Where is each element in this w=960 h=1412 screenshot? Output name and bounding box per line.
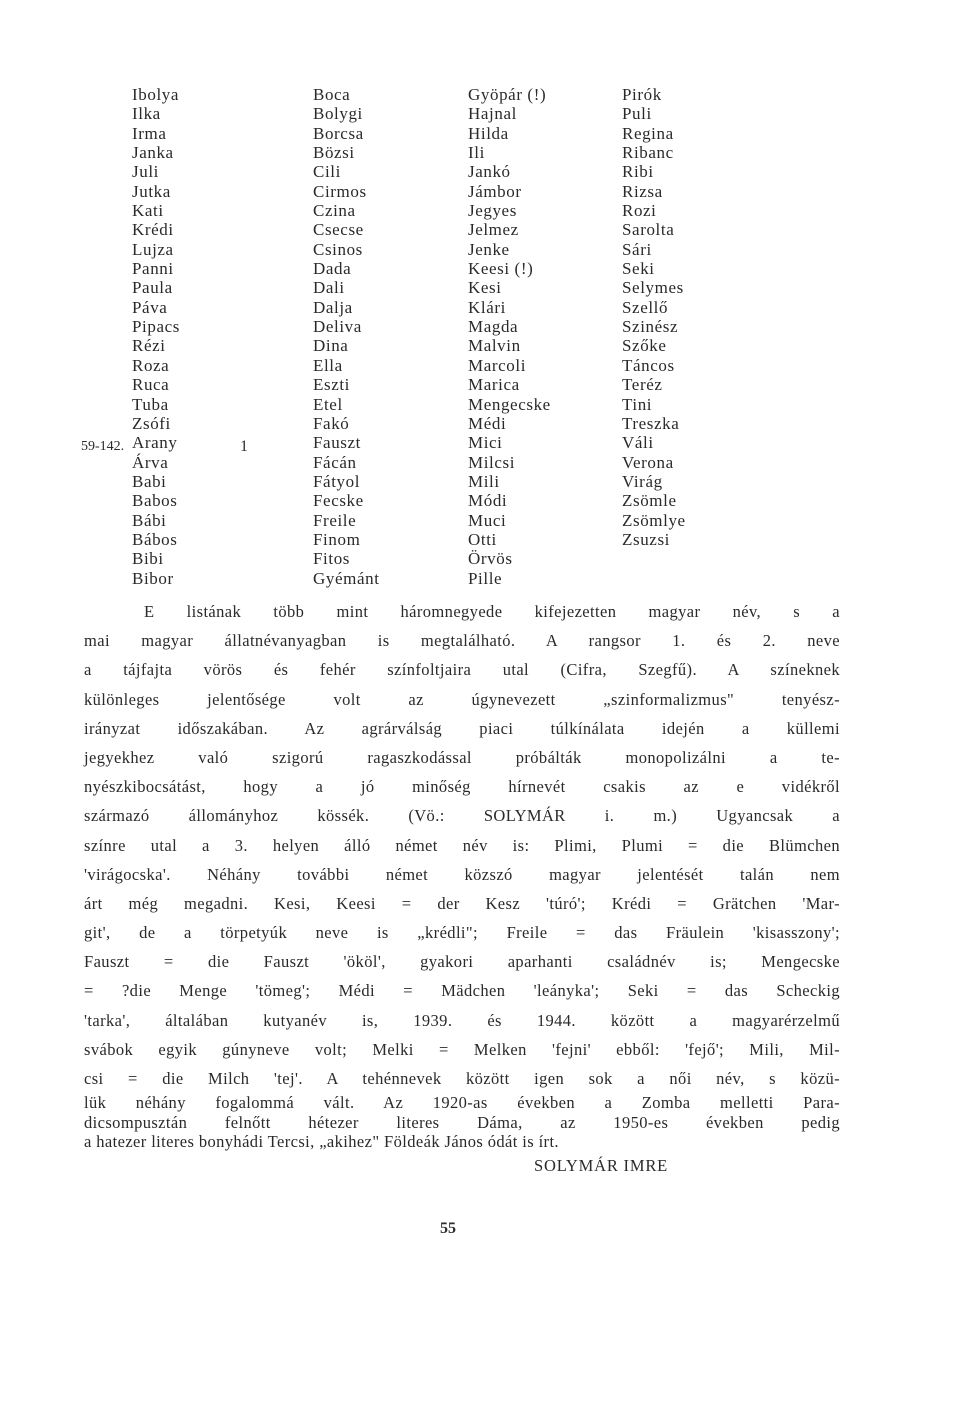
name-entry: Tuba — [132, 394, 169, 414]
name-entry: Deliva — [313, 317, 362, 337]
paragraph-line: színre utal a 3. helyen álló német név is: Plimi, Plumi = die Blümchen — [84, 835, 840, 855]
name-entry: Fakó — [313, 413, 350, 433]
name-entry: Virág — [622, 471, 663, 491]
paragraph-line: irányzat időszakában. Az agrárválság piaci túlkínálata idején a küllemi — [84, 718, 840, 738]
name-entry: Otti — [468, 529, 497, 549]
name-entry: Kesi — [468, 278, 502, 298]
name-entry: Ruca — [132, 375, 170, 395]
name-entry: Zsófi — [132, 413, 171, 433]
name-entry: Pipacs — [132, 317, 180, 337]
name-entry: Puli — [622, 104, 652, 124]
name-entry: Zsömle — [622, 491, 677, 511]
name-entry: Fecske — [313, 491, 364, 511]
name-entry: Árva — [132, 452, 169, 472]
name-entry: Arany — [132, 433, 178, 453]
name-entry: Babos — [132, 491, 178, 511]
name-entry: Jegyes — [468, 201, 517, 221]
name-entry: Zsömlye — [622, 510, 686, 530]
name-entry: Pirók — [622, 85, 662, 104]
name-entry: Gyémánt — [313, 568, 380, 588]
author-signature: SOLYMÁR IMRE — [534, 1156, 669, 1175]
name-entry: Rizsa — [622, 181, 663, 201]
name-entry: Ilka — [132, 104, 161, 124]
name-column-4 — [622, 85, 686, 549]
name-entry: Dina — [313, 336, 349, 356]
name-entry: Krédi — [132, 220, 174, 240]
name-entry: Cili — [313, 162, 341, 182]
name-entry: Fácán — [313, 452, 357, 472]
name-entry: Ibolya — [132, 85, 180, 104]
name-entry: Fauszt — [313, 433, 361, 453]
name-entry: Eszti — [313, 375, 350, 395]
paragraph-line: különleges jelentősége volt az úgynevezett „szinformalizmus" tenyész- — [84, 689, 840, 709]
name-entry: Bibor — [132, 568, 174, 588]
name-entry: Sári — [622, 239, 652, 259]
name-entry: Ribanc — [622, 143, 674, 163]
name-entry: Mili — [468, 471, 500, 491]
paragraph-line: = ?die Menge 'tömeg'; Médi = Mädchen 'leányka'; Seki = das Scheckig — [84, 981, 840, 1001]
name-entry: Regina — [622, 123, 674, 143]
name-entry: Janka — [132, 143, 174, 163]
name-entry: Szőke — [622, 336, 667, 356]
name-entry: Freile — [313, 510, 357, 530]
paragraph-line: mai magyar állatnévanyagban is megtalálható. A rangsor 1. és 2. neve — [84, 631, 840, 651]
page-number: 55 — [440, 1220, 456, 1237]
name-entry: Páva — [132, 297, 168, 317]
paragraph-line: jegyekhez való szigorú ragaszkodással próbálták monopolizálni a te- — [84, 747, 840, 767]
name-entry: Dada — [313, 259, 352, 279]
paragraph-line: árt még megadni. Kesi, Keesi = der Kesz 'túró'; Krédi = Grätchen 'Mar- — [84, 893, 840, 913]
name-column-2 — [313, 85, 380, 588]
name-entry: Fitos — [313, 549, 351, 569]
name-entry: Borcsa — [313, 123, 364, 143]
name-entry: Selymes — [622, 278, 684, 298]
name-entry: Seki — [622, 259, 655, 279]
name-entry: Verona — [622, 452, 674, 472]
name-entry: Finom — [313, 529, 361, 549]
name-entry: Táncos — [622, 355, 675, 375]
name-entry: Csecse — [313, 220, 364, 240]
name-entry: Malvin — [468, 336, 521, 356]
name-entry: Hajnal — [468, 104, 517, 124]
name-entry: Gyöpár (!) — [468, 85, 547, 104]
name-entry: Szinész — [622, 317, 679, 337]
paragraph-line: származó állományhoz kössék. (Vö.: SOLYMÁR i. m.) Ugyancsak a — [84, 806, 840, 826]
paragraph-line: E listának több mint háromnegyede kifejezetten magyar név, s a — [144, 602, 840, 621]
name-entry: Bolygi — [313, 104, 363, 124]
name-entry: Jankó — [468, 162, 511, 182]
paragraph-line: a tájfajta vörös és fehér színfoltjaira utal (Cifra, Szegfű). A színeknek — [84, 660, 840, 680]
name-entry: Treszka — [622, 413, 680, 433]
name-entry: Jutka — [132, 181, 171, 201]
name-entry: Muci — [468, 510, 507, 530]
paragraph-line: Fauszt = die Fauszt 'ököl', gyakori aparhanti családnév is; Mengecske — [84, 952, 840, 972]
name-entry: Roza — [132, 355, 170, 375]
name-entry: Csinos — [313, 239, 363, 259]
name-entry: Tini — [622, 394, 653, 414]
name-entry: Cirmos — [313, 181, 367, 201]
name-column-3 — [468, 85, 551, 588]
name-entry: Bábos — [132, 529, 178, 549]
name-entry: Dalja — [313, 297, 353, 317]
name-entry: Marcoli — [468, 355, 527, 375]
name-entry: Teréz — [622, 375, 663, 395]
name-entry: Keesi (!) — [468, 259, 534, 279]
name-entry: Marica — [468, 375, 520, 395]
name-entry: Ella — [313, 355, 343, 375]
name-entry: Médi — [468, 413, 507, 433]
name-entry: Kati — [132, 201, 164, 221]
name-entry: Paula — [132, 278, 173, 298]
name-entry: Klári — [468, 297, 506, 317]
name-column-1 — [132, 85, 180, 588]
paragraph-line: lük néhány fogalommá vált. Az 1920-as években a Zomba melletti Para- — [84, 1093, 840, 1113]
name-entry: Etel — [313, 394, 343, 414]
name-entry: Örvös — [468, 549, 513, 569]
name-entry: Hilda — [468, 123, 509, 143]
name-entry: Lujza — [132, 239, 174, 259]
name-entry: Juli — [132, 162, 159, 182]
name-entry: Bibi — [132, 549, 164, 569]
name-entry: Ili — [468, 143, 485, 163]
name-entry: Ribi — [622, 162, 654, 182]
name-entry: Fátyol — [313, 471, 361, 491]
paragraph-line: 'tarka', általában kutyanév is, 1939. és 1944. között a magyarérzelmű — [84, 1010, 840, 1030]
name-entry: Rézi — [132, 336, 166, 356]
name-entry: Dali — [313, 278, 345, 298]
name-entry: Módi — [468, 491, 508, 511]
name-entry: Boca — [313, 85, 351, 104]
paragraph-line: dicsompusztán felnőtt hétezer literes Dáma, az 1950-es években pedig — [84, 1112, 840, 1132]
name-entry: Zsuzsi — [622, 529, 670, 549]
name-entry: Jenke — [468, 239, 510, 259]
name-entry: Babi — [132, 471, 167, 491]
name-entry: Bözsi — [313, 143, 355, 163]
name-entry: Rozi — [622, 201, 657, 221]
name-entry: Mengecske — [468, 394, 551, 414]
name-entry: Sarolta — [622, 220, 675, 240]
name-entry: Panni — [132, 259, 174, 279]
name-entry: Váli — [622, 433, 654, 453]
name-entry: Magda — [468, 317, 519, 337]
paragraph-line: git', de a törpetyúk neve is „krédli"; Freile = das Fräulein 'kisasszony'; — [84, 923, 840, 943]
name-entry: Jámbor — [468, 181, 522, 201]
name-entry: Czina — [313, 201, 356, 221]
name-entry: Jelmez — [468, 220, 519, 240]
paragraph-line: nyészkibocsátást, hogy a jó minőség hírnevét csakis az e vidékről — [84, 777, 840, 797]
paragraph-line: svábok egyik gúnyneve volt; Melki = Melken 'fejni' ebből: 'fejő'; Mili, Mil- — [84, 1039, 840, 1059]
name-entry: Mici — [468, 433, 503, 453]
name-entry: Milcsi — [468, 452, 516, 472]
column-number: 1 — [240, 438, 248, 455]
name-entry: Irma — [132, 123, 167, 143]
name-entry: Szellő — [622, 297, 669, 317]
paragraph-line: a hatezer literes bonyhádi Tercsi, „akihez" Földeák János ódát is írt. — [84, 1132, 559, 1152]
name-entry: Pille — [468, 568, 503, 588]
paragraph-line: 'virágocska'. Néhány további német közszó magyar jelentését talán nem — [84, 864, 840, 884]
body-paragraph — [84, 597, 840, 1152]
name-entry: Bábi — [132, 510, 167, 530]
margin-note: 59-142. — [81, 439, 125, 454]
paragraph-line: csi = die Milch 'tej'. A tehénnevek között igen sok a női név, s közü- — [84, 1069, 840, 1088]
